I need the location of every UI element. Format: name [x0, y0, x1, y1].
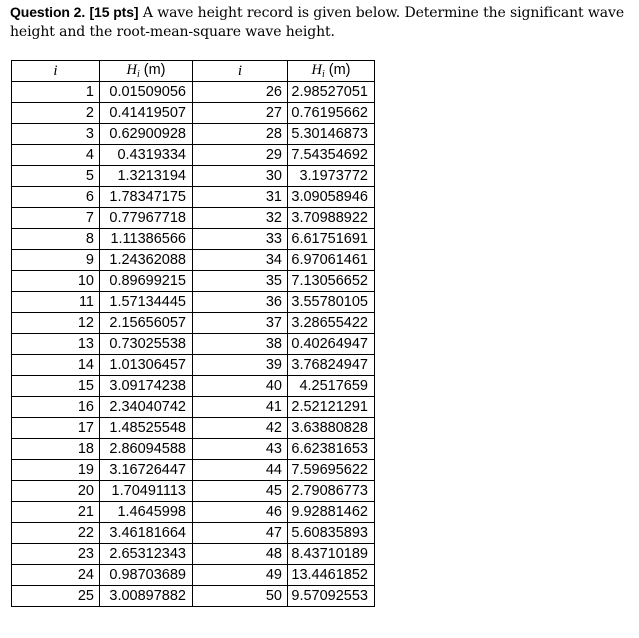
row-index-left: 22 [12, 523, 100, 544]
row-height-left: 2.34040742 [100, 397, 193, 418]
row-index-right: 31 [193, 187, 288, 208]
row-index-left: 17 [12, 418, 100, 439]
row-height-left: 3.16726447 [100, 460, 193, 481]
row-index-left: 19 [12, 460, 100, 481]
row-index-right: 43 [193, 439, 288, 460]
table-row [12, 397, 375, 418]
row-index-right: 29 [193, 145, 288, 166]
row-index-left: 18 [12, 439, 100, 460]
table-row [12, 586, 375, 607]
table-row [12, 502, 375, 523]
table-row [12, 82, 375, 103]
row-index-right: 40 [193, 376, 288, 397]
row-index-right: 34 [193, 250, 288, 271]
row-height-right: 3.55780105 [288, 292, 375, 313]
row-height-right: 3.28655422 [288, 313, 375, 334]
row-height-left: 0.4319334 [100, 145, 193, 166]
row-height-left: 1.70491113 [100, 481, 193, 502]
row-index-right: 28 [193, 124, 288, 145]
row-index-left: 20 [12, 481, 100, 502]
row-index-right: 35 [193, 271, 288, 292]
row-height-left: 3.00897882 [100, 586, 193, 607]
row-height-right: 7.13056652 [288, 271, 375, 292]
row-index-left: 24 [12, 565, 100, 586]
row-index-left: 3 [12, 124, 100, 145]
row-index-left: 25 [12, 586, 100, 607]
table-row [12, 124, 375, 145]
row-height-left: 0.62900928 [100, 124, 193, 145]
row-index-right: 32 [193, 208, 288, 229]
row-height-left: 1.78347175 [100, 187, 193, 208]
row-index-left: 21 [12, 502, 100, 523]
row-index-right: 26 [193, 82, 288, 103]
table-row [12, 439, 375, 460]
row-index-left: 7 [12, 208, 100, 229]
row-index-left: 10 [12, 271, 100, 292]
header-height-left: $H_i$ (m) [100, 61, 193, 82]
row-height-right: 0.40264947 [288, 334, 375, 355]
row-height-left: 1.11386566 [100, 229, 193, 250]
table-row [12, 208, 375, 229]
row-index-right: 46 [193, 502, 288, 523]
question-label: Question 2. [10, 4, 86, 20]
row-index-right: 36 [193, 292, 288, 313]
table-row [12, 481, 375, 502]
question-points: [15 pts] [89, 4, 139, 20]
row-index-right: 33 [193, 229, 288, 250]
table-row [12, 103, 375, 124]
row-height-left: 0.77967718 [100, 208, 193, 229]
row-height-left: 3.46181664 [100, 523, 193, 544]
table-row [12, 523, 375, 544]
row-index-right: 27 [193, 103, 288, 124]
row-height-right: 13.4461852 [288, 565, 375, 586]
row-height-right: 7.54354692 [288, 145, 375, 166]
table-row [12, 418, 375, 439]
row-height-left: 0.73025538 [100, 334, 193, 355]
row-height-right: 3.63880828 [288, 418, 375, 439]
table-row [12, 460, 375, 481]
row-index-right: 37 [193, 313, 288, 334]
row-height-left: 1.57134445 [100, 292, 193, 313]
row-height-right: 6.62381653 [288, 439, 375, 460]
row-index-left: 23 [12, 544, 100, 565]
row-index-left: 2 [12, 103, 100, 124]
row-height-right: 9.92881462 [288, 502, 375, 523]
row-height-left: 1.24362088 [100, 250, 193, 271]
header-index-right: i [193, 61, 288, 82]
row-index-right: 30 [193, 166, 288, 187]
row-index-left: 1 [12, 82, 100, 103]
row-height-right: 5.60835893 [288, 523, 375, 544]
row-height-left: 3.09174238 [100, 376, 193, 397]
row-height-right: 8.43710189 [288, 544, 375, 565]
table-row [12, 313, 375, 334]
row-index-right: 48 [193, 544, 288, 565]
row-height-right: 0.76195662 [288, 103, 375, 124]
row-height-right: 2.98527051 [288, 82, 375, 103]
row-index-right: 38 [193, 334, 288, 355]
question-body: A wave height record is given below. Determine the significant wave height and the root-mean-square wave height. [10, 5, 625, 40]
row-height-left: 1.3213194 [100, 166, 193, 187]
row-index-left: 8 [12, 229, 100, 250]
row-height-right: 9.57092553 [288, 586, 375, 607]
table-row [12, 565, 375, 586]
row-height-right: 3.1973772 [288, 166, 375, 187]
row-index-right: 45 [193, 481, 288, 502]
row-index-right: 44 [193, 460, 288, 481]
table-header-row [12, 61, 375, 82]
row-index-left: 12 [12, 313, 100, 334]
row-index-left: 9 [12, 250, 100, 271]
row-height-left: 1.01306457 [100, 355, 193, 376]
table-row [12, 292, 375, 313]
row-index-right: 49 [193, 565, 288, 586]
table-row [12, 166, 375, 187]
row-index-left: 4 [12, 145, 100, 166]
row-height-right: 3.70988922 [288, 208, 375, 229]
row-index-left: 5 [12, 166, 100, 187]
row-height-left: 2.15656057 [100, 313, 193, 334]
row-height-left: 0.01509056 [100, 82, 193, 103]
row-height-left: 2.65312343 [100, 544, 193, 565]
wave-height-table [11, 60, 375, 607]
row-height-left: 1.48525548 [100, 418, 193, 439]
table-row [12, 376, 375, 397]
table-row [12, 145, 375, 166]
row-index-right: 50 [193, 586, 288, 607]
table-row [12, 271, 375, 292]
row-height-left: 2.86094588 [100, 439, 193, 460]
row-index-left: 15 [12, 376, 100, 397]
row-height-left: 0.98703689 [100, 565, 193, 586]
row-index-right: 42 [193, 418, 288, 439]
row-index-left: 11 [12, 292, 100, 313]
table-row [12, 229, 375, 250]
row-height-right: 3.09058946 [288, 187, 375, 208]
row-height-right: 3.76824947 [288, 355, 375, 376]
row-height-left: 0.89699215 [100, 271, 193, 292]
row-height-right: 2.52121291 [288, 397, 375, 418]
header-height-right: $H_i$ (m) [288, 61, 375, 82]
row-index-left: 14 [12, 355, 100, 376]
table-row [12, 250, 375, 271]
table-row [12, 355, 375, 376]
row-height-right: 4.2517659 [288, 376, 375, 397]
row-height-right: 5.30146873 [288, 124, 375, 145]
question-text [10, 3, 635, 42]
row-index-right: 47 [193, 523, 288, 544]
row-index-left: 13 [12, 334, 100, 355]
row-index-right: 41 [193, 397, 288, 418]
table-row [12, 334, 375, 355]
row-height-right: 7.59695622 [288, 460, 375, 481]
row-height-right: 6.97061461 [288, 250, 375, 271]
row-height-left: 0.41419507 [100, 103, 193, 124]
header-index-left: i [12, 61, 100, 82]
row-index-right: 39 [193, 355, 288, 376]
row-height-right: 2.79086773 [288, 481, 375, 502]
row-height-right: 6.61751691 [288, 229, 375, 250]
table-row [12, 544, 375, 565]
row-index-left: 16 [12, 397, 100, 418]
row-height-left: 1.4645998 [100, 502, 193, 523]
row-index-left: 6 [12, 187, 100, 208]
table-row [12, 187, 375, 208]
